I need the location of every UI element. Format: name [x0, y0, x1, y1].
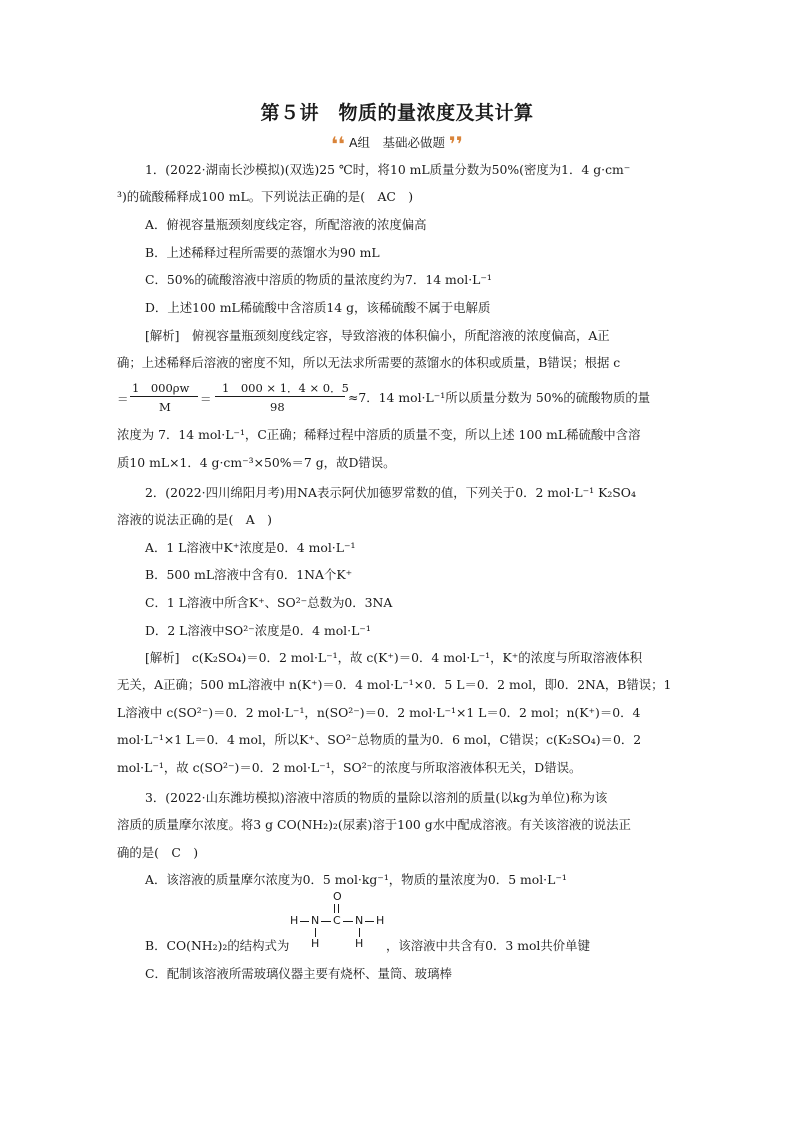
formula-eq2: ＝: [200, 392, 212, 406]
q3-option-c: C．配制该溶液所需玻璃仪器主要有烧杯、量筒、玻璃棒: [145, 966, 452, 981]
urea-n-right: N: [355, 914, 364, 927]
q3-stem-line3: 确的是( C ): [117, 845, 199, 860]
q1-analysis-line3: ≈7．14 mol·L⁻¹所以质量分数为 50%的硫酸物质的量: [348, 390, 651, 405]
q1-analysis-line5: 质10 mL×1．4 g·cm⁻³×50%＝7 g，故D错误。: [117, 455, 396, 470]
q2-stem-line2: 溶液的说法正确的是( A ): [117, 512, 272, 527]
urea-bond-nh-right: [365, 921, 374, 922]
q2-option-b: B．500 mL溶液中含有0．1NA个K⁺: [145, 567, 353, 582]
urea-bond-nh-down-left: [315, 928, 316, 937]
urea-bond-cn-right: [343, 921, 353, 922]
section-title: A组 基础必做题: [348, 135, 446, 150]
urea-bond-nc-left: [321, 921, 331, 922]
q1-option-b: B．上述稀释过程所需要的蒸馏水为90 mL: [145, 245, 380, 260]
urea-h-bottom-left: H: [311, 937, 320, 950]
urea-bond-nh-down-right: [359, 928, 360, 937]
q3-option-a: A．该溶液的质量摩尔浓度为0．5 mol·kg⁻¹，物质的量浓度为0．5 mol·L⁻¹: [145, 872, 567, 887]
q1-option-a: A．俯视容量瓶颈刻度线定容，所配溶液的浓度偏高: [145, 217, 427, 232]
q1-option-c: C．50%的硫酸溶液中溶质的物质的量浓度约为7．14 mol·L⁻¹: [145, 272, 492, 287]
q2-option-c: C．1 L溶液中所含K⁺、SO²⁻总数为0．3NA: [145, 595, 393, 610]
q1-option-d: D．上述100 mL稀硫酸中含溶质14 g，该稀硫酸不属于电解质: [145, 300, 491, 315]
formula-den2: 98: [270, 400, 285, 414]
q3-stem-line2: 溶质的质量摩尔浓度。将3 g CO(NH₂)₂(尿素)溶于100 g水中配成溶液。有关该溶液的说法正: [117, 817, 631, 832]
urea-n-left: N: [311, 914, 320, 927]
section-header: [0, 132, 794, 156]
q3-option-b-right: ，该溶液中共含有0．3 mol共价单键: [386, 938, 590, 953]
formula-num1: 1 000ρw: [132, 381, 190, 395]
q2-option-d: D．2 L溶液中SO²⁻浓度是0．4 mol·L⁻¹: [145, 623, 371, 638]
q2-option-a: A．1 L溶液中K⁺浓度是0．4 mol·L⁻¹: [145, 540, 356, 555]
urea-double-bond: [334, 904, 339, 913]
urea-structure: [287, 890, 387, 952]
q1-analysis-line4: 浓度为 7．14 mol·L⁻¹，C正确；稀释过程中溶质的质量不变，所以上述 100 mL稀硫酸中含溶: [117, 427, 641, 442]
urea-h-left: H: [290, 914, 299, 927]
q3-option-b-left: B．CO(NH₂)₂的结构式为: [145, 938, 290, 953]
q2-analysis-line4: mol·L⁻¹×1 L＝0．4 mol，所以K⁺、SO²⁻总物质的量为0．6 mol，C错误；c(K₂SO₄)＝0．2: [117, 732, 642, 747]
page-title: 第５讲 物质的量浓度及其计算: [260, 102, 534, 124]
formula-den1: M: [159, 400, 171, 414]
q1-analysis-line1: [解析] 俯视容量瓶颈刻度线定容，导致溶液的体积偏小，所配溶液的浓度偏高，A正: [145, 328, 610, 343]
urea-h-right: H: [376, 914, 385, 927]
urea-h-bottom-right: H: [355, 937, 364, 950]
q2-stem-line1: 2．(2022·四川绵阳月考)用NA表示阿伏加德罗常数的值，下列关于0．2 mol·L⁻¹ K₂SO₄: [145, 485, 636, 500]
q1-stem-line1: 1．(2022·湖南长沙模拟)(双选)25 ℃时，将10 mL质量分数为50%(密度为1．4 g·cm⁻: [145, 162, 631, 177]
formula-eq1: ＝: [117, 392, 129, 406]
formula-num2: 1 000 × 1．4 × 0．5: [222, 381, 349, 395]
q1-stem-line2: ³)的硫酸稀释成100 mL。下列说法正确的是( AC ): [117, 189, 414, 204]
q2-analysis-line3: L溶液中 c(SO²⁻)＝0．2 mol·L⁻¹，n(SO²⁻)＝0．2 mol·L⁻¹×1 L＝0．2 mol；n(K⁺)＝0．4: [117, 705, 641, 720]
q2-analysis-line5: mol·L⁻¹，故 c(SO²⁻)＝0．2 mol·L⁻¹，SO²⁻的浓度与所取溶液体积无关，D错误。: [117, 760, 582, 775]
fraction-bar-2: [215, 396, 345, 397]
q2-analysis-line1: [解析] c(K₂SO₄)＝0．2 mol·L⁻¹，故 c(K⁺)＝0．4 mol·L⁻¹，K⁺的浓度与所取溶液体积: [145, 650, 643, 665]
q2-analysis-line2: 无关，A正确；500 mL溶液中 n(K⁺)＝0．4 mol·L⁻¹×0．5 L＝0．2 mol，即0．2NA，B错误；1: [117, 677, 672, 692]
urea-o: O: [333, 890, 342, 903]
q1-analysis-line2: 确；上述稀释后溶液的密度不知，所以无法求所需要的蒸馏水的体积或质量，B错误；根据 c: [117, 355, 621, 370]
quote-open-icon: ❛❛: [331, 132, 345, 156]
urea-bond-hn-left: [300, 921, 309, 922]
urea-c: C: [333, 914, 341, 927]
fraction-bar-1: [130, 396, 198, 397]
quote-close-icon: ❜❜: [449, 132, 463, 156]
q3-stem-line1: 3．(2022·山东潍坊模拟)溶液中溶质的物质的量除以溶剂的质量(以kg为单位)称为该: [145, 790, 608, 805]
